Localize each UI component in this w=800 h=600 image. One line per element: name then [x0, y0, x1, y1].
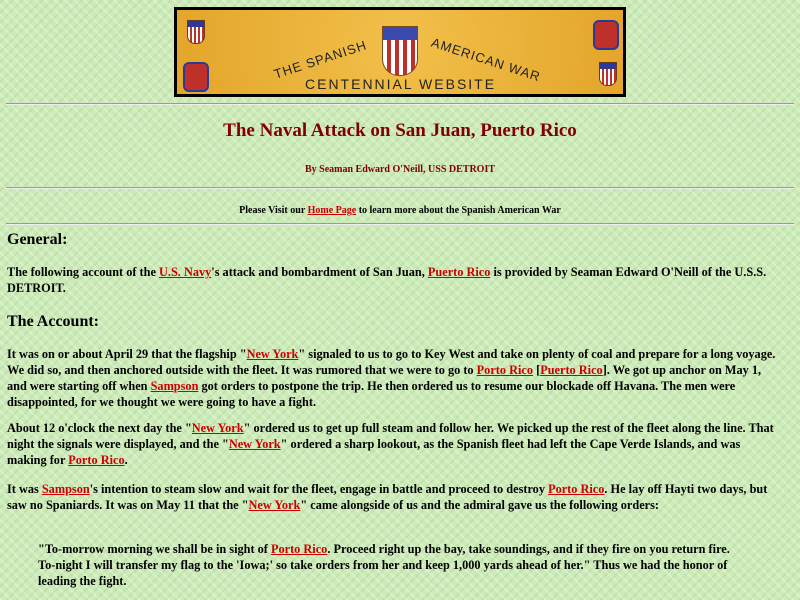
porto-rico-link[interactable]: Porto Rico — [270, 542, 328, 556]
general-paragraph — [7, 264, 766, 296]
text-segment: saw no Spaniards. It was on May 11 that the " — [7, 498, 249, 512]
account-paragraph-3 — [7, 481, 767, 513]
text-line — [7, 436, 774, 452]
sampson-link[interactable]: Sampson — [150, 379, 199, 393]
banner-text-american-war: AMERICAN WAR — [429, 34, 543, 85]
puerto-rico-link[interactable]: Puerto Rico — [540, 363, 603, 377]
text-segment: We did so, and then anchored outside with the fleet. It was rumored that we were to go to — [7, 363, 477, 377]
text-segment: and were starting off when — [7, 379, 151, 393]
us-shield-icon — [187, 20, 205, 44]
account-paragraph-1 — [7, 346, 775, 410]
text-segment: 's intention to steam slow and wait for the fleet, engage in battle and proceed to destroy — [89, 482, 549, 496]
text-segment: disappointed, for we thought we were going to have a fight. — [7, 395, 317, 409]
spanish-crest-icon — [593, 20, 619, 50]
porto-rico-link[interactable]: Porto Rico — [68, 453, 125, 467]
text-line — [7, 346, 775, 362]
text-segment: making for — [7, 453, 69, 467]
porto-rico-link[interactable]: Porto Rico — [476, 363, 534, 377]
account-paragraph-2 — [7, 420, 774, 468]
text-line — [38, 557, 730, 573]
new-york-link[interactable]: New York — [248, 498, 301, 512]
text-segment: " ordered us to get up full steam and follow her. We picked up the rest of the fleet along the line. That — [243, 421, 774, 435]
text-segment: To-night I will transfer my flag to the 'Iowa;' so take orders from her and keep 1,000 yards ahead of her." Thus we had the honor of — [38, 558, 728, 572]
home-page-link[interactable]: Home Page — [307, 205, 357, 216]
text-line — [7, 420, 774, 436]
text-segment: It was — [7, 482, 42, 496]
divider — [6, 103, 794, 105]
text-line — [7, 362, 775, 378]
visit-text: Please Visit our — [239, 205, 308, 216]
banner-text-centennial: CENTENNIAL WEBSITE — [305, 76, 497, 92]
new-york-link[interactable]: New York — [191, 421, 244, 435]
sampson-link[interactable]: Sampson — [41, 482, 90, 496]
text-line — [7, 280, 766, 296]
text-line — [7, 452, 774, 468]
text-segment: It was on or about April 29 that the flagship " — [7, 347, 247, 361]
puerto-rico-link[interactable]: Puerto Rico — [427, 265, 491, 279]
new-york-link[interactable]: New York — [228, 437, 281, 451]
text-segment: night the signals were displayed, and the " — [7, 437, 229, 451]
text-segment: "To-morrow morning we shall be in sight of — [38, 542, 271, 556]
visit-text: to learn more about the Spanish American War — [356, 205, 561, 216]
text-segment: " signaled to us to go to Key West and take on plenty of coal and prepare for a long voyage. — [298, 347, 776, 361]
text-line — [7, 378, 775, 394]
spanish-crest-icon — [183, 62, 209, 92]
text-segment: " came alongside of us and the admiral gave us the following orders: — [300, 498, 659, 512]
divider — [6, 187, 794, 189]
banner-text-spanish: THE SPANISH — [272, 37, 369, 82]
text-segment: got orders to postpone the trip. He then ordered us to resume our blockade off Havana. The men were — [198, 379, 736, 393]
eagle-shield-icon — [382, 26, 418, 76]
porto-rico-link[interactable]: Porto Rico — [548, 482, 605, 496]
divider — [6, 223, 794, 225]
text-segment: " ordered a sharp lookout, as the Spanish fleet had left the Cape Verde Islands, and was — [280, 437, 741, 451]
text-segment: 's attack and bombardment of San Juan, — [211, 265, 428, 279]
section-heading-general: General: — [7, 231, 68, 248]
text-line — [7, 264, 766, 280]
text-segment: . — [124, 453, 128, 467]
text-line — [38, 541, 730, 557]
visit-notice — [0, 205, 800, 216]
text-line — [7, 394, 775, 410]
text-line — [7, 497, 767, 513]
text-segment: ]. We got up anchor on May 1, — [602, 363, 762, 377]
text-segment: About 12 o'clock the next day the " — [7, 421, 192, 435]
text-segment: The following account of the — [7, 265, 159, 279]
text-segment: . He lay off Hayti two days, but — [604, 482, 768, 496]
section-heading-account: The Account: — [7, 313, 99, 330]
us-shield-icon — [599, 62, 617, 86]
u-s-navy-link[interactable]: U.S. Navy — [159, 265, 212, 279]
text-line — [38, 573, 730, 589]
byline: By Seaman Edward O'Neill, USS DETROIT — [304, 164, 496, 175]
new-york-link[interactable]: New York — [246, 347, 299, 361]
page-title: The Naval Attack on San Juan, Puerto Rico — [223, 120, 577, 141]
text-segment: . Proceed right up the bay, take soundings, and if they fire on you return fire. — [327, 542, 730, 556]
text-segment: is provided by Seaman Edward O'Neill of the U.S.S. — [490, 265, 767, 279]
orders-quote — [38, 541, 730, 589]
text-segment: DETROIT. — [7, 281, 66, 295]
text-segment: [ — [533, 363, 541, 377]
text-segment: leading the fight. — [38, 574, 127, 588]
site-banner[interactable] — [174, 7, 626, 97]
text-line — [7, 481, 767, 497]
